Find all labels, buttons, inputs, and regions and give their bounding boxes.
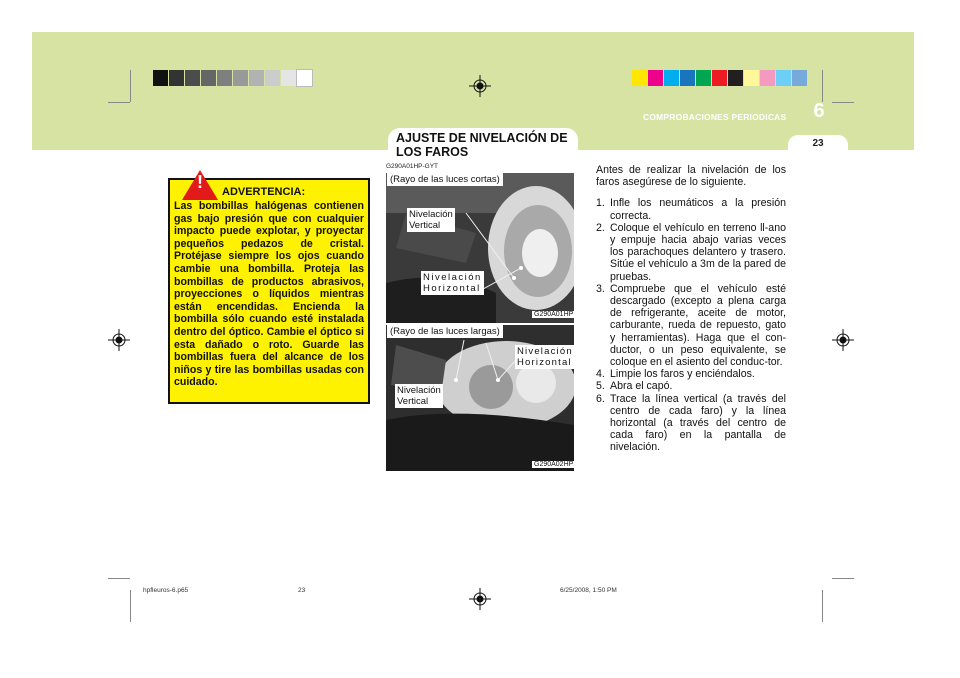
label-vertical-adjust: Nivelación Vertical xyxy=(409,209,453,231)
instructions-column xyxy=(596,164,786,454)
crop-mark xyxy=(832,578,854,579)
color-swatch xyxy=(201,70,216,86)
footer-date: 6/25/2008, 1:50 PM xyxy=(560,587,617,594)
crop-mark xyxy=(108,102,130,103)
crop-mark xyxy=(108,578,130,579)
section-code: G290A01HP-GYT xyxy=(386,163,439,170)
color-swatch xyxy=(153,70,168,86)
list-item: 2. Coloque el vehículo en terreno ll-ano y empuje hacia abajo varias veces los parachoques delantero y trasero. Sitúe el vehículo a 3m de la pared de pruebas. xyxy=(596,221,786,283)
figure-caption-low-beam: (Rayo de las luces cortas) xyxy=(387,173,503,186)
color-swatch xyxy=(217,70,232,86)
crop-mark xyxy=(130,590,131,622)
color-swatch xyxy=(169,70,184,86)
color-swatch xyxy=(664,70,679,86)
color-swatch xyxy=(648,70,663,86)
color-swatch xyxy=(760,70,775,86)
label-vertical-adjust: Nivelación Vertical xyxy=(397,385,441,407)
registration-mark-icon xyxy=(832,329,854,351)
color-swatch xyxy=(728,70,743,86)
figure-code: G290A02HP xyxy=(534,461,574,468)
color-swatch xyxy=(680,70,695,86)
footer-filename: hpfleuros-6.p65 xyxy=(143,587,189,594)
color-swatch xyxy=(712,70,727,86)
label-horizontal-adjust: Nivelación Horizontal xyxy=(517,346,573,368)
intro-paragraph: Antes de realizar la nivelación de los faros asegúrese de lo siguiente. xyxy=(596,164,786,189)
color-swatch xyxy=(265,70,280,86)
list-item: 1. Infle los neumáticos a la presión correcta. xyxy=(596,197,786,222)
registration-mark-icon xyxy=(469,588,491,610)
color-swatch xyxy=(696,70,711,86)
crop-mark xyxy=(822,590,823,622)
crop-mark xyxy=(822,70,823,102)
section-title: COMPROBACIONES PERIODICAS xyxy=(643,112,787,122)
figure-caption-high-beam: (Rayo de las luces largas) xyxy=(387,325,503,338)
crop-mark xyxy=(130,70,131,102)
list-item: 3. Compruebe que el vehículo esté descargado (excepto a plena carga de refrigerante, aceite de motor, carburante, rueda de repuesto, gato y herramientas). Haga que el con-ductor, o un peso equivalente, se coloque en el asiento del conduc-tor. xyxy=(596,282,786,369)
color-swatch xyxy=(744,70,759,86)
color-swatch xyxy=(632,70,647,86)
page-number: 23 xyxy=(812,138,824,149)
color-calibration-bar xyxy=(632,70,808,86)
headlight-illustration xyxy=(386,173,574,323)
chapter-number: 6 xyxy=(813,100,825,122)
color-swatch xyxy=(281,70,296,86)
color-swatch xyxy=(792,70,807,86)
figure-code: G290A01HP xyxy=(534,311,574,318)
color-swatch xyxy=(297,70,312,86)
list-item: 6. Trace la línea vertical (a través del centro de cada faro) y la línea horizontal (a través del centro de cada faro) en la pantalla de nivelación. xyxy=(596,392,786,454)
grayscale-colorbar xyxy=(153,70,313,86)
warning-exclamation-icon: ! xyxy=(197,172,203,192)
color-swatch xyxy=(249,70,264,86)
registration-mark-icon xyxy=(469,75,491,97)
warning-title: ADVERTENCIA: xyxy=(222,186,306,198)
color-swatch xyxy=(185,70,200,86)
warning-text: Las bombillas halógenas contienen gas bajo presión que con cualquier impacto puede explotar, y proyectar pequeños pedazos de cristal. Protéjase siempre los ojos cuando cambie una bombilla. Proteja las bombillas de productos abrasivos, proyecciones o líquidos mientras están encendidas. Encienda la bombilla sólo cuando esté instalada dentro del óptico. Cambie el óptico si esta dañado o roto. Guarde las bombillas fuera del alcance de los niños y tire las bombillas usadas con cuidado. xyxy=(174,200,364,389)
footer-page: 23 xyxy=(298,587,306,594)
list-item: 5. Abra el capó. xyxy=(596,380,673,393)
page-heading: AJUSTE DE NIVELACIÓN DE LOS FAROS xyxy=(396,131,568,159)
color-swatch xyxy=(233,70,248,86)
registration-mark-icon xyxy=(108,329,130,351)
list-item: 4. Limpie los faros y enciéndalos. xyxy=(596,368,755,381)
color-swatch xyxy=(776,70,791,86)
headlight-photo-low-beam xyxy=(386,173,574,323)
label-horizontal-adjust: Nivelación Horizontal xyxy=(423,272,482,294)
steps-list xyxy=(596,197,786,453)
